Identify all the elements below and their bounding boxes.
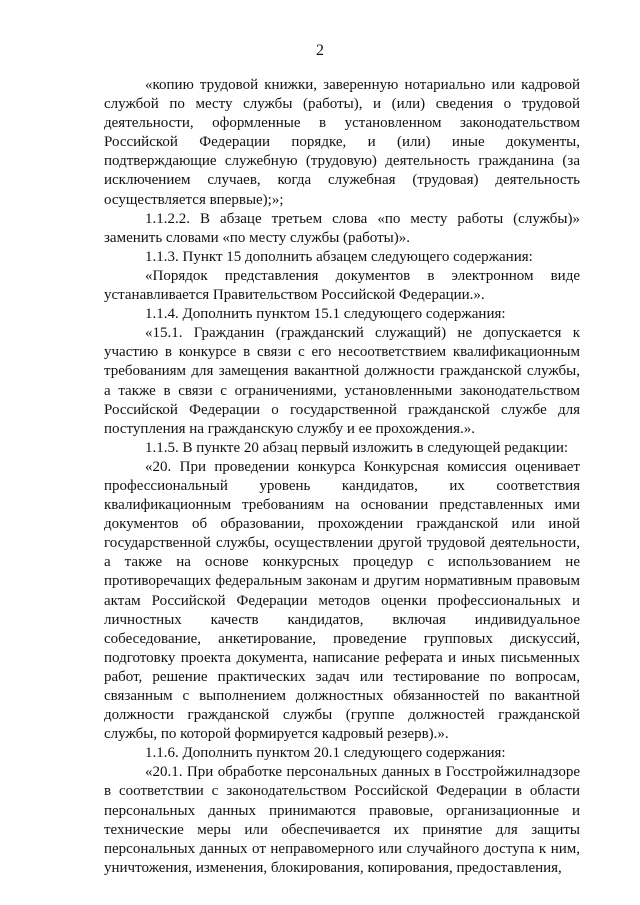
document-body [104,76,580,878]
paragraph-electronic-documents: «Порядок представления документов в электронном виде устанавливается Правительством Российской Федерации.». [104,267,580,304]
paragraph-1-1-6: 1.1.6. Дополнить пунктом 20.1 следующего содержания: [145,745,506,762]
paragraph-15-1: «15.1. Гражданин (гражданский служащий) не допускается к участию в конкурсе в связи с его несоответствием квалификационным требованиям для замещения вакантной должности гражданской службы, а также в связи с ограничениями, установленными законодательством Российской Федерации о государственной гражданской службе для поступления на гражданскую службу и ее прохождения.». [104,325,580,437]
paragraph-1-1-4: 1.1.4. Дополнить пунктом 15.1 следующего содержания: [145,306,506,323]
paragraph-20: «20. При проведении конкурса Конкурсная комиссия оценивает профессиональный уровень кандидатов, их соответствия квалификационным требованиям на основании представленных ими документов об образовании, прохождении гражданской или иной государственной службы, осуществлении другой трудовой деятельности, а также на основе конкурсных процедур с использованием не противоречащих федеральным законам и другим нормативным правовым актам Российской Федерации методов оценки профессиональных и личностных качеств кандидатов, включая индивидуальное собеседование, анкетирование, проведение групповых дискуссий, подготовку проекта документа, написание реферата и иных письменных работ, решение практических задач или тестирование по вопросам, связанным с выполнением должностных обязанностей по вакантной должности гражданской службы (группе должностей гражданской службы, по которой формируется кадровый резерв).». [104,458,580,743]
page-number: 2 [316,42,324,59]
paragraph-work-record: «копию трудовой книжки, заверенную нотариально или кадровой службой по месту службы (работы), и (или) сведения о трудовой деятельности, оформленные в установленном законодательством Российской Федерации порядке, и (или) иные документы, подтверждающие служебную (трудовую) деятельность гражданина (за исключением случаев, когда служебная (трудовая) деятельность осуществляется впервые);»; [104,77,580,208]
paragraph-20-1: «20.1. При обработке персональных данных в Госстройжилнадзоре в соответствии с законодательством Российской Федерации в области персональных данных принимаются правовые, организационные и технические меры или обеспечивается их принятие для защиты персональных данных от неправомерного или случайного доступа к ним, уничтожения, изменения, блокирования, копирования, предоставления, [104,764,580,876]
paragraph-1-1-3: 1.1.3. Пункт 15 дополнить абзацем следующего содержания: [145,248,533,265]
paragraph-1-1-2-2: 1.1.2.2. В абзаце третьем слова «по месту работы (службы)» заменить словами «по месту службы (работы)». [104,210,580,246]
paragraph-1-1-5: 1.1.5. В пункте 20 абзац первый изложить в следующей редакции: [145,439,569,456]
